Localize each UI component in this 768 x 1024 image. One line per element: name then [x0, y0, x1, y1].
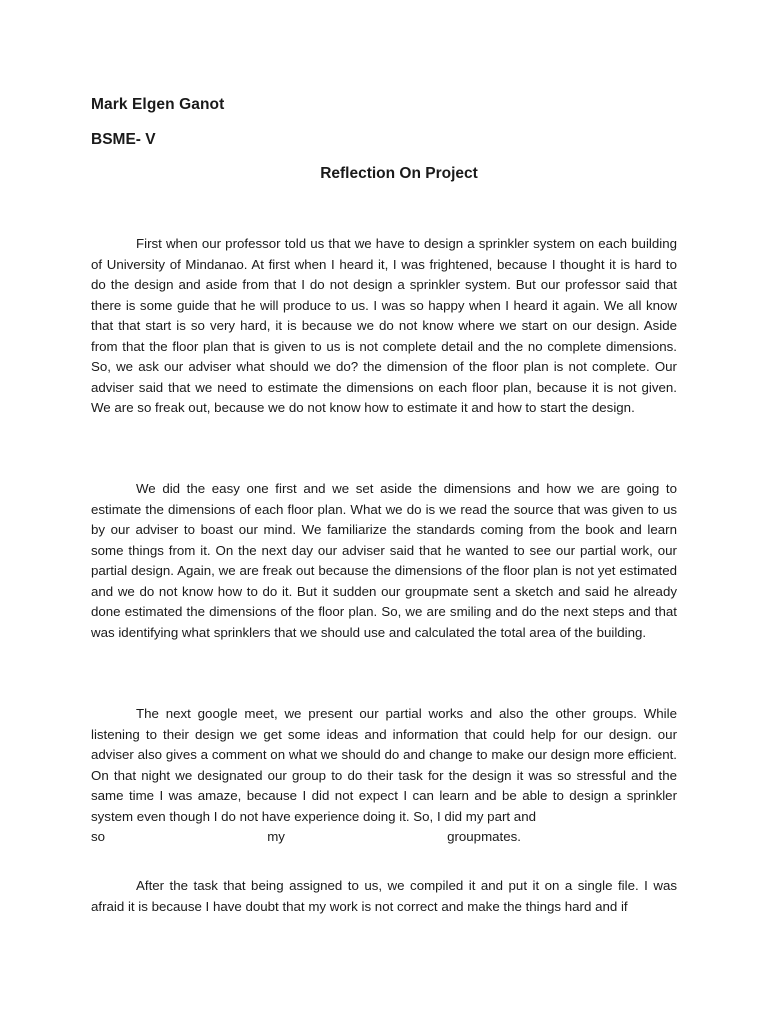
paragraph-4: After the task that being assigned to us, we compiled it and put it on a single file. I was afraid it is because I have doubt that my work is not correct and make the things hard and if: [91, 878, 677, 914]
word: so: [91, 829, 106, 844]
paragraph-1: First when our professor told us that we have to design a sprinkler system on each building of University of Mindanao. At first when I heard it, I was frightened, because I thought it is hard to do the design and aside from that I do not design a sprinkler system. But our professor said that there is some guide that he will produce to us. I was so happy when I heard it again. We all know that that start is so very hard, it is because we do not know where we start on our design. Aside from that the floor plan that is given to us is not complete detail and the no complete dimensions. So, we ask our adviser what should we do? the dimension of the floor plan is not complete. Our adviser said that we need to estimate the dimensions on each floor plan, because it is not given. We are so freak out, because we do not know how to estimate it and how to start the design.: [91, 236, 677, 415]
word: my: [267, 829, 285, 844]
author-name: Mark Elgen Ganot: [91, 96, 225, 113]
word: groupmates.: [447, 829, 521, 844]
paragraph-2: We did the easy one first and we set aside the dimensions and how we are going to estimate the dimensions of each floor plan. What we do is we read the source that was given to us by our adviser to boast our mind. We familiarize the standards coming from the book and learn some things from it. On the next day our adviser said that he wanted to see our partial work, our partial design. Again, we are freak out because the dimensions of the floor plan is not yet estimated and we do not know how to do it. But it sudden our groupmate sent a sketch and said he already done estimated the dimensions of the floor plan. So, we are smiling and do the next steps and that was identifying what sprinklers that we should use and calculated the total area of the building.: [91, 481, 677, 640]
course-label: BSME- V: [91, 131, 156, 148]
paragraph-3-text: The next google meet, we present our partial works and also the other groups. While listening to their design we get some ideas and information that could help for our design. our adviser also gives a comment on what we should do and change to make our design more efficient. On that night we designated our group to do their task for the design it was so stressful and the same time I was amaze, because I did not expect I can learn and be able to design a sprinkler system even though I do not have experience doing it. So, I did my part and: [91, 706, 677, 824]
paragraph-3-last-line: [91, 827, 521, 848]
paragraph-3: [91, 704, 677, 848]
document-title: Reflection On Project: [320, 165, 478, 182]
